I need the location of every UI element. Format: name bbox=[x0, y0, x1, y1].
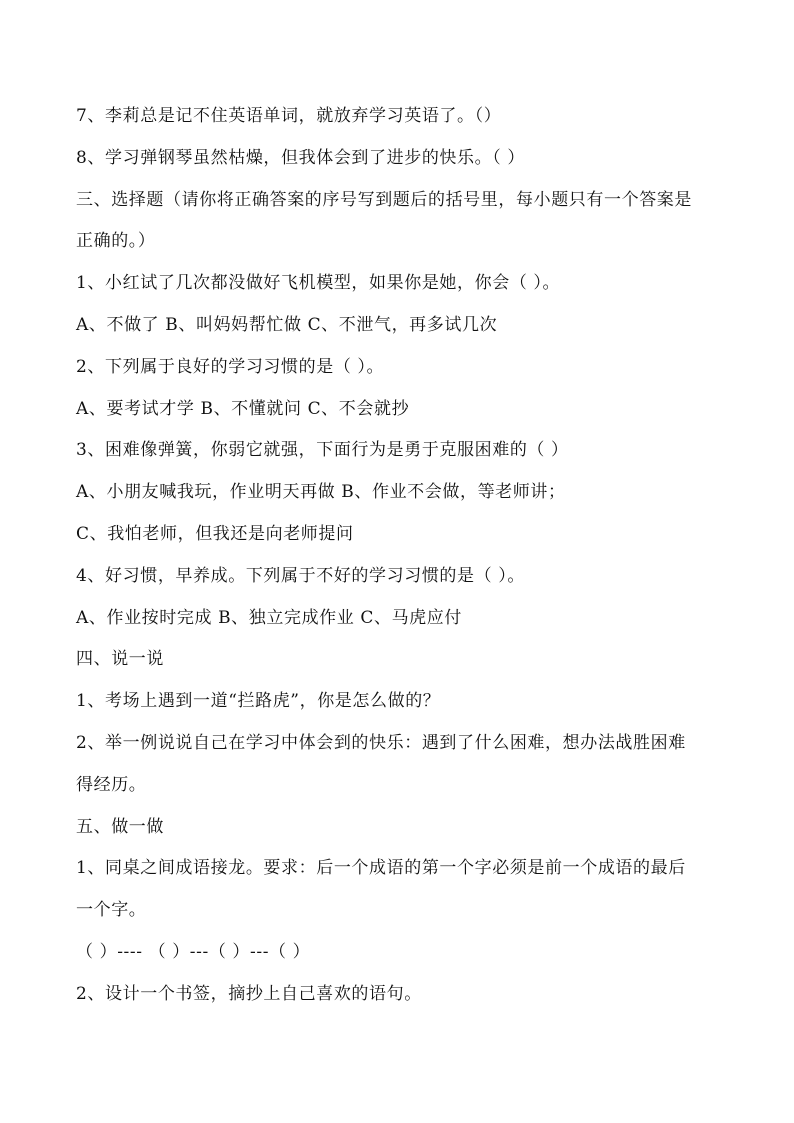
section-5-heading: 五、做一做 bbox=[76, 817, 164, 837]
choice-question-2: 2、下列属于良好的学习习惯的是（ ）。 bbox=[76, 357, 385, 377]
choice-question-3-option-c: C、我怕老师，但我还是向老师提问 bbox=[76, 524, 354, 544]
section-3-heading: 三、选择题（请你将正确答案的序号写到题后的括号里，每小题只有一个答案是 bbox=[76, 190, 692, 210]
choice-question-2-options: A、要考试才学 B、不懂就问 C、不会就抄 bbox=[76, 399, 410, 419]
choice-question-1: 1、小红试了几次都没做好飞机模型，如果你是她，你会（ ）。 bbox=[76, 273, 561, 293]
choice-question-4: 4、好习惯，早养成。下列属于不好的学习习惯的是（ ）。 bbox=[76, 566, 525, 586]
section-4-heading: 四、说一说 bbox=[76, 649, 164, 669]
discussion-question-2: 2、举一例说说自己在学习中体会到的快乐：遇到了什么困难，想办法战胜困难 bbox=[76, 733, 686, 753]
choice-question-1-options: A、不做了 B、叫妈妈帮忙做 C、不泄气，再多试几次 bbox=[76, 315, 498, 335]
activity-1-continued: 一个字。 bbox=[76, 900, 147, 920]
discussion-question-1: 1、考场上遇到一道“拦路虎”，你是怎么做的？ bbox=[76, 691, 441, 711]
choice-question-4-options: A、作业按时完成 B、独立完成作业 C、马虎应付 bbox=[76, 608, 462, 628]
activity-2: 2、设计一个书签，摘抄上自己喜欢的语句。 bbox=[76, 984, 422, 1004]
section-3-heading-continued: 正确的。） bbox=[76, 231, 156, 251]
discussion-question-2-continued: 得经历。 bbox=[76, 775, 147, 795]
choice-question-3-options-ab: A、小朋友喊我玩，作业明天再做 B、作业不会做，等老师讲； bbox=[76, 482, 566, 502]
idiom-chain-blanks: （ ）---- （ ）---（ ）---（ ） bbox=[76, 942, 311, 962]
activity-1: 1、同桌之间成语接龙。要求：后一个成语的第一个字必须是前一个成语的最后 bbox=[76, 858, 686, 878]
question-8-line: 8、学习弹钢琴虽然枯燥，但我体会到了进步的快乐。（ ） bbox=[76, 148, 525, 168]
choice-question-3: 3、困难像弹簧，你弱它就强，下面行为是勇于克服困难的（ ） bbox=[76, 440, 569, 460]
question-7-line: 7、李莉总是记不住英语单词，就放弃学习英语了。（） bbox=[76, 106, 502, 126]
